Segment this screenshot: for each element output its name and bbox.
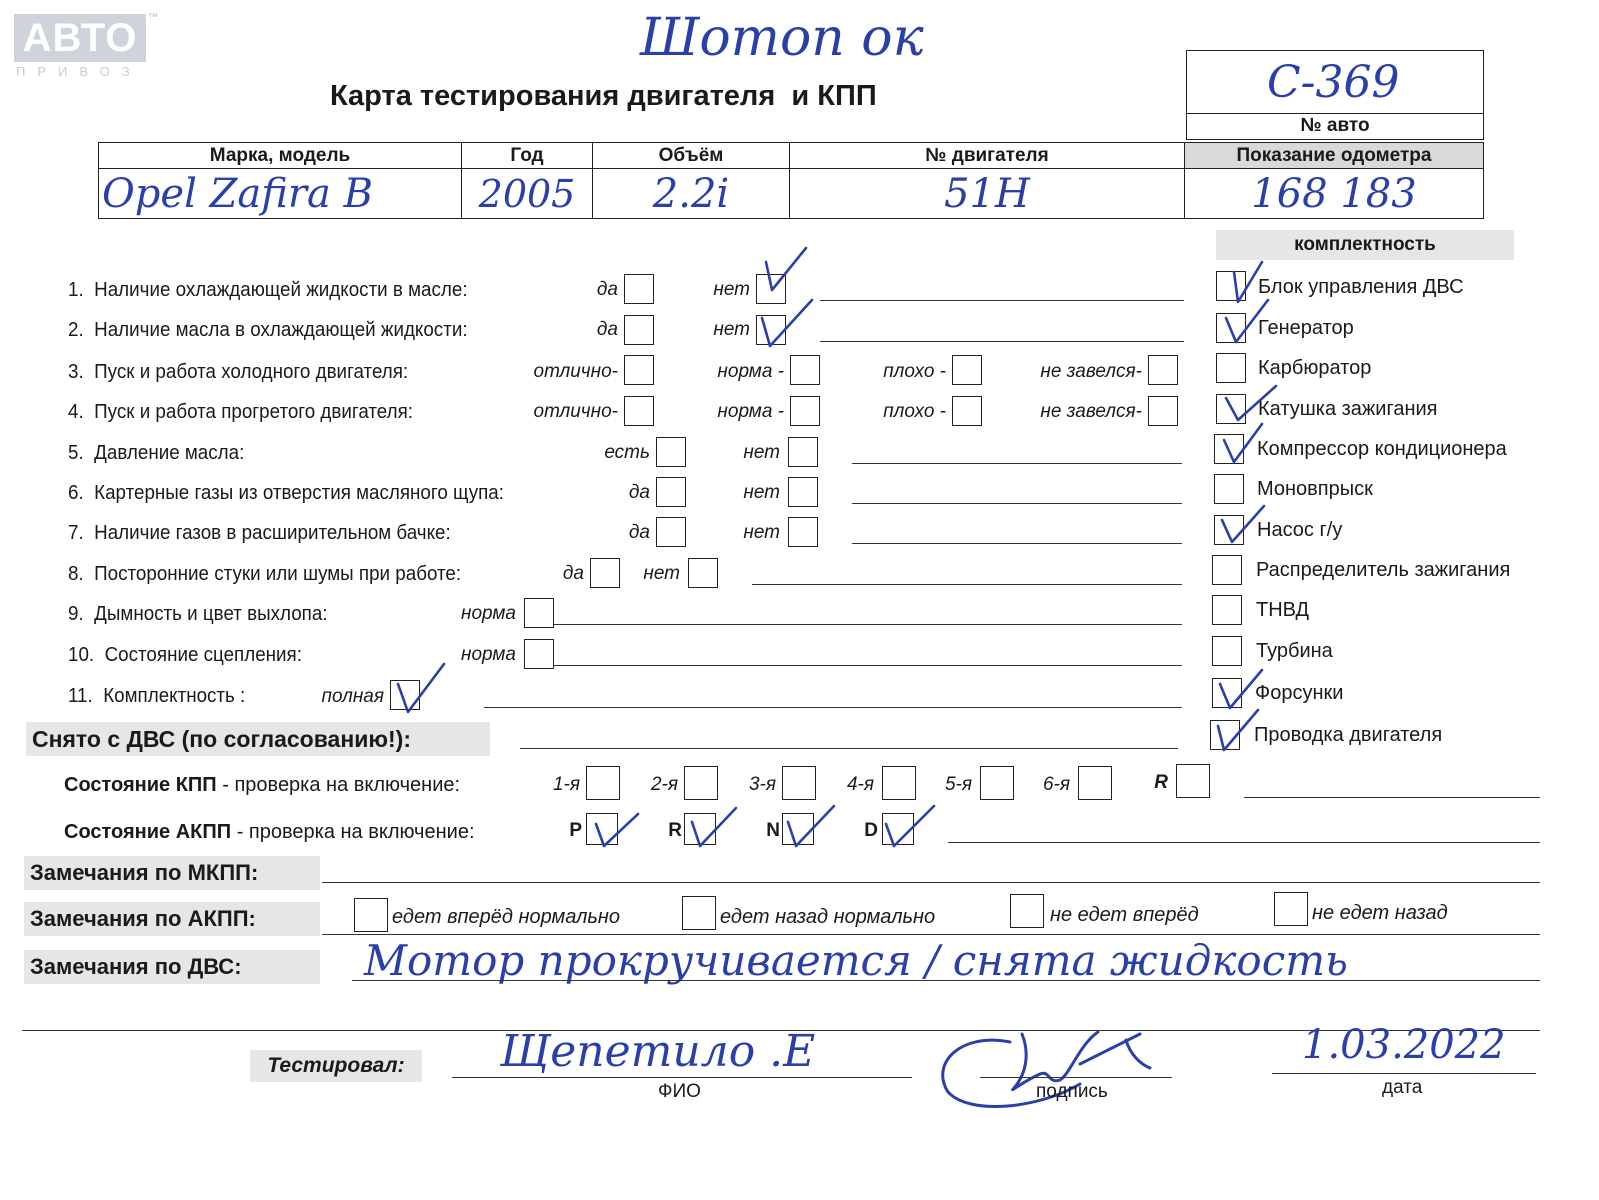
q1-yes-checkbox[interactable] (624, 274, 654, 304)
date-handwritten: 1.03.2022 (1302, 1022, 1506, 1068)
kit-item-10: Турбина (1256, 640, 1333, 662)
kit-checkbox-7[interactable] (1214, 515, 1244, 545)
q4-bad-label: плохо - (883, 401, 946, 422)
question-7: 7. Наличие газов в расширительном бачке: (68, 522, 451, 544)
q6-no-label: нет (743, 482, 780, 503)
col-engine-no: № двигателя (790, 143, 1185, 169)
q4-excellent-label: отлично- (533, 401, 618, 422)
kpp-gear-5-checkbox[interactable] (980, 766, 1014, 800)
name-caption: ФИО (658, 1081, 701, 1102)
akpp-no-forward-checkbox[interactable] (1010, 894, 1044, 928)
q3-bad-label: плохо - (883, 361, 946, 382)
engine-no-value: 51H (944, 170, 1030, 217)
akpp-gear-r-label: R (668, 820, 682, 841)
col-year: Год (462, 143, 593, 169)
q11-full-checkbox[interactable] (390, 680, 420, 710)
remarks-mkpp-label: Замечания по МКПП: (24, 856, 320, 890)
akpp-forward-ok-checkbox[interactable] (354, 898, 388, 932)
kit-checkbox-6[interactable] (1214, 474, 1244, 504)
q4-not-started-label: не завелся- (1040, 401, 1142, 422)
question-5: 5. Давление масла: (68, 442, 245, 464)
question-6: 6. Картерные газы из отверстия масляного щупа: (68, 482, 504, 504)
q7-yes-label: да (628, 522, 650, 543)
kpp-gear-2-label: 2-я (650, 774, 678, 795)
question-11: 11. Комплектность : (68, 685, 246, 707)
akpp-label: Состояние АКПП - проверка на включение: (64, 821, 475, 843)
q3-not-started-label: не завелся- (1040, 361, 1142, 382)
handwritten-top-note: Шотоп ок (640, 8, 924, 68)
q3-excellent-checkbox[interactable] (624, 355, 654, 385)
q11-full-label: полная (321, 686, 384, 707)
akpp-gear-n-checkbox[interactable] (782, 813, 814, 845)
kit-checkbox-12[interactable] (1210, 720, 1240, 750)
q3-normal-label: норма - (717, 361, 784, 382)
tester-name-handwritten: Щепетило .Е (500, 1026, 816, 1077)
akpp-gear-d-label: D (864, 820, 878, 841)
kit-checkbox-1[interactable] (1216, 271, 1246, 301)
q5-no-checkbox[interactable] (788, 437, 818, 467)
kpp-gear-6-label: 6-я (1042, 774, 1070, 795)
akpp-forward-ok-label: едет вперёд нормально (392, 906, 621, 928)
q3-not-started-checkbox[interactable] (1148, 355, 1178, 385)
q7-no-checkbox[interactable] (788, 517, 818, 547)
kit-item-8: Распределитель зажигания (1256, 559, 1511, 581)
volume-value: 2.2i (652, 170, 730, 217)
kpp-gear-4-checkbox[interactable] (882, 766, 916, 800)
q6-yes-label: да (628, 482, 650, 503)
remarks-dvs-handwritten: Мотор прокручивается / снята жидкость (364, 936, 1348, 985)
year-value: 2005 (478, 171, 576, 216)
q2-yes-label: да (596, 319, 618, 340)
akpp-no-forward-label: не едет вперёд (1050, 904, 1199, 926)
kpp-gear-3-label: 3-я (748, 774, 776, 795)
col-make-model: Марка, модель (99, 143, 462, 169)
kit-checkbox-9[interactable] (1212, 595, 1242, 625)
kit-item-2: Генератор (1258, 317, 1354, 339)
kpp-gear-6-checkbox[interactable] (1078, 766, 1112, 800)
q7-no-label: нет (743, 522, 780, 543)
kit-checkbox-2[interactable] (1216, 313, 1246, 343)
kit-item-12: Проводка двигателя (1254, 724, 1443, 746)
page-title: Карта тестирования двигателя и КПП (330, 80, 877, 112)
question-1: 1. Наличие охлаждающей жидкости в масле: (68, 279, 468, 301)
akpp-gear-p-checkbox[interactable] (586, 813, 618, 845)
kpp-gear-r-checkbox[interactable] (1176, 764, 1210, 798)
kit-checkbox-5[interactable] (1214, 434, 1244, 464)
q1-yes-label: да (596, 279, 618, 300)
vehicle-info-table (98, 142, 1484, 219)
auto-number-label: № авто (1300, 115, 1370, 136)
kit-item-11: Форсунки (1255, 682, 1344, 704)
q3-excellent-label: отлично- (533, 361, 618, 382)
kpp-gear-4-label: 4-я (846, 774, 874, 795)
col-odometer: Показание одометра (1185, 143, 1484, 169)
remarks-dvs-label: Замечания по ДВС: (24, 950, 320, 984)
auto-number-value: C-369 (1267, 57, 1400, 108)
akpp-backward-ok-checkbox[interactable] (682, 896, 716, 930)
kit-item-5: Компрессор кондиционера (1257, 438, 1507, 460)
q4-normal-checkbox[interactable] (790, 396, 820, 426)
q9-norm-checkbox[interactable] (524, 598, 554, 628)
kit-checkbox-10[interactable] (1212, 636, 1242, 666)
kit-checkbox-8[interactable] (1212, 555, 1242, 585)
kit-checkbox-11[interactable] (1212, 678, 1242, 708)
kpp-gear-1-checkbox[interactable] (586, 766, 620, 800)
kpp-gear-r-label: R (1154, 772, 1168, 793)
q8-no-label: нет (643, 563, 680, 584)
logo (14, 14, 164, 84)
q6-no-checkbox[interactable] (788, 477, 818, 507)
signature-caption: подпись (1036, 1081, 1108, 1102)
kit-header: комплектность (1216, 230, 1514, 260)
q9-norm-label: норма (461, 603, 516, 624)
q2-yes-checkbox[interactable] (624, 315, 654, 345)
q4-not-started-checkbox[interactable] (1148, 396, 1178, 426)
date-caption: дата (1382, 1077, 1423, 1098)
kpp-gear-1-label: 1-я (552, 774, 580, 795)
akpp-no-backward-label: не едет назад (1312, 902, 1448, 924)
q4-bad-checkbox[interactable] (952, 396, 982, 426)
q10-norm-label: норма (461, 644, 516, 665)
kit-item-9: ТНВД (1256, 599, 1310, 621)
q6-yes-checkbox[interactable] (656, 477, 686, 507)
q2-no-checkbox[interactable] (756, 315, 786, 345)
logo-tm: ™ (148, 12, 158, 23)
remarks-akpp-label: Замечания по АКПП: (24, 902, 320, 936)
q1-no-checkbox[interactable] (756, 274, 786, 304)
removed-label: Снято с ДВС (по согласованию!): (26, 722, 490, 756)
kit-checkbox-3[interactable] (1216, 353, 1246, 383)
q4-normal-label: норма - (717, 401, 784, 422)
question-9: 9. Дымность и цвет выхлопа: (68, 603, 328, 625)
logo-sub: ПРИВОЗ (16, 64, 142, 79)
tested-by-label: Тестировал: (250, 1050, 422, 1082)
kpp-gear-5-label: 5-я (944, 774, 972, 795)
question-4: 4. Пуск и работа прогретого двигателя: (68, 401, 413, 423)
q8-yes-label: да (562, 563, 584, 584)
kit-item-4: Катушка зажигания (1258, 398, 1438, 420)
kpp-label: Состояние КПП - проверка на включение: (64, 774, 461, 796)
kpp-gear-3-checkbox[interactable] (782, 766, 816, 800)
akpp-gear-n-label: N (766, 820, 780, 841)
akpp-backward-ok-label: едет назад нормально (720, 906, 936, 928)
akpp-no-backward-checkbox[interactable] (1274, 892, 1308, 926)
auto-number-box (1186, 50, 1484, 140)
q3-bad-checkbox[interactable] (952, 355, 982, 385)
q5-no-label: нет (743, 442, 780, 463)
q8-no-checkbox[interactable] (688, 558, 718, 588)
kit-item-3: Карбюратор (1258, 357, 1372, 379)
akpp-gear-r-checkbox[interactable] (684, 813, 716, 845)
q2-no-label: нет (713, 319, 750, 340)
kit-item-1: Блок управления ДВС (1258, 276, 1464, 298)
q7-yes-checkbox[interactable] (656, 517, 686, 547)
question-8: 8. Посторонние стуки или шумы при работе: (68, 563, 462, 585)
question-2: 2. Наличие масла в охлаждающей жидкости: (68, 319, 468, 341)
q10-norm-checkbox[interactable] (524, 639, 554, 669)
logo-main: АВТО (14, 14, 146, 62)
question-10: 10. Состояние сцепления: (68, 644, 302, 666)
q5-present-label: есть (604, 442, 650, 463)
question-3: 3. Пуск и работа холодного двигателя: (68, 361, 409, 383)
q4-excellent-checkbox[interactable] (624, 396, 654, 426)
col-volume: Объём (593, 143, 790, 169)
q8-yes-checkbox[interactable] (590, 558, 620, 588)
kit-checkbox-4[interactable] (1216, 394, 1246, 424)
q1-no-label: нет (713, 279, 750, 300)
akpp-gear-d-checkbox[interactable] (882, 813, 914, 845)
make-model-value: Opel Zafira B (102, 170, 373, 217)
odometer-value: 168 183 (1251, 170, 1417, 217)
q5-present-checkbox[interactable] (656, 437, 686, 467)
akpp-gear-p-label: P (569, 820, 582, 841)
kpp-gear-2-checkbox[interactable] (684, 766, 718, 800)
q3-normal-checkbox[interactable] (790, 355, 820, 385)
kit-item-7: Насос г/у (1257, 519, 1343, 541)
kit-item-6: Моновпрыск (1257, 478, 1373, 500)
